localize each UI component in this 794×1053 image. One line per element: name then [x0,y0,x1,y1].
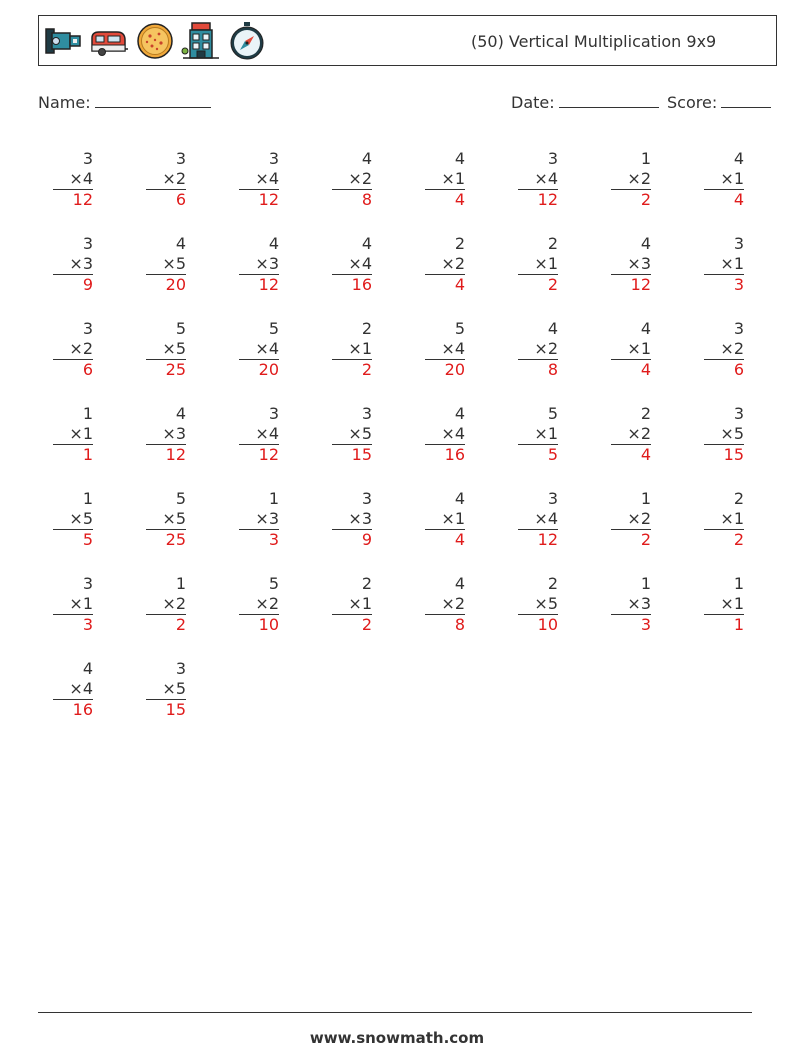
multiplier: ×1 [534,254,558,273]
multiplier: ×5 [162,254,186,273]
multiplicand: 4 [361,234,372,253]
page-title: (50) Vertical Multiplication 9x9 [471,32,717,51]
problem [425,149,465,210]
answer: 20 [239,359,279,380]
multiplicand: 1 [268,489,279,508]
problem [53,489,93,550]
footer-divider [38,1012,752,1013]
multiplier: ×1 [720,254,744,273]
problem [146,574,186,635]
answer: 2 [332,359,372,380]
answer: 20 [425,359,465,380]
answer: 3 [611,614,651,635]
problem [53,404,93,465]
answer: 6 [704,359,744,380]
problem [518,234,558,295]
answer: 16 [332,274,372,295]
problem [239,489,279,550]
answer: 12 [239,274,279,295]
problem [518,489,558,550]
problem [146,234,186,295]
multiplier: ×1 [534,424,558,443]
answer: 15 [146,699,186,720]
multiplier: ×3 [255,254,279,273]
multiplier: ×1 [441,509,465,528]
multiplier: ×3 [627,254,651,273]
answer: 5 [53,529,93,550]
multiplicand: 4 [454,489,465,508]
compass-icon [227,21,267,61]
multiplicand: 3 [82,319,93,338]
multiplicand: 3 [361,404,372,423]
multiplicand: 4 [361,149,372,168]
problem [332,319,372,380]
multiplicand: 3 [175,149,186,168]
multiplicand: 3 [733,319,744,338]
answer: 9 [53,274,93,295]
problem [53,574,93,635]
multiplier: ×2 [162,594,186,613]
multiplier: ×2 [162,169,186,188]
multiplicand: 4 [82,659,93,678]
multiplicand: 3 [361,489,372,508]
problem [425,574,465,635]
score-field [667,93,771,112]
problem [146,659,186,720]
answer: 16 [425,444,465,465]
multiplier: ×2 [441,254,465,273]
multiplier: ×1 [69,594,93,613]
answer: 10 [239,614,279,635]
multiplicand: 2 [361,574,372,593]
multiplicand: 3 [268,149,279,168]
multiplier: ×1 [348,594,372,613]
multiplier: ×4 [441,339,465,358]
multiplicand: 4 [640,234,651,253]
multiplicand: 5 [547,404,558,423]
multiplicand: 5 [175,489,186,508]
problem [611,489,651,550]
answer: 2 [704,529,744,550]
multiplicand: 3 [82,149,93,168]
answer: 10 [518,614,558,635]
multiplier: ×3 [348,509,372,528]
answer: 20 [146,274,186,295]
problem [518,149,558,210]
problem [704,234,744,295]
problem [611,319,651,380]
multiplier: ×2 [255,594,279,613]
multiplier: ×5 [69,509,93,528]
answer: 3 [239,529,279,550]
multiplier: ×2 [69,339,93,358]
problem [332,574,372,635]
answer: 9 [332,529,372,550]
date-line[interactable] [559,93,659,108]
camper-trailer-icon [89,21,129,61]
multiplier: ×4 [534,509,558,528]
multiplicand: 1 [82,489,93,508]
multiplicand: 1 [733,574,744,593]
multiplier: ×1 [69,424,93,443]
multiplicand: 4 [454,149,465,168]
multiplier: ×4 [69,679,93,698]
multiplicand: 4 [640,319,651,338]
answer: 1 [704,614,744,635]
multiplier: ×4 [534,169,558,188]
problem [146,149,186,210]
multiplicand: 2 [733,489,744,508]
multiplicand: 1 [175,574,186,593]
multiplier: ×1 [720,594,744,613]
building-icon [181,21,221,61]
answer: 25 [146,359,186,380]
multiplicand: 2 [640,404,651,423]
multiplicand: 1 [640,149,651,168]
problem [518,574,558,635]
problem [239,574,279,635]
answer: 2 [146,614,186,635]
answer: 4 [425,529,465,550]
multiplier: ×5 [720,424,744,443]
answer: 8 [332,189,372,210]
multiplicand: 2 [361,319,372,338]
problem [425,404,465,465]
multiplier: ×2 [627,169,651,188]
score-label: Score: [667,93,718,112]
header-icons [43,21,267,61]
multiplier: ×3 [627,594,651,613]
name-line[interactable] [95,93,211,108]
multiplier: ×4 [441,424,465,443]
problem [611,149,651,210]
multiplicand: 3 [547,489,558,508]
answer: 4 [425,189,465,210]
multiplicand: 4 [733,149,744,168]
multiplier: ×2 [627,424,651,443]
header-box [38,15,777,66]
multiplier: ×4 [255,169,279,188]
answer: 12 [146,444,186,465]
camcorder-icon [43,21,83,61]
multiplier: ×2 [534,339,558,358]
problem [704,319,744,380]
multiplier: ×5 [162,339,186,358]
answer: 2 [518,274,558,295]
multiplier: ×4 [348,254,372,273]
multiplier: ×4 [255,339,279,358]
answer: 3 [704,274,744,295]
answer: 4 [611,359,651,380]
problem [239,149,279,210]
answer: 4 [425,274,465,295]
answer: 4 [704,189,744,210]
multiplier: ×4 [69,169,93,188]
problem [704,489,744,550]
answer: 12 [518,189,558,210]
multiplier: ×2 [627,509,651,528]
multiplicand: 5 [268,574,279,593]
multiplicand: 3 [733,404,744,423]
multiplier: ×2 [720,339,744,358]
multiplicand: 1 [640,489,651,508]
answer: 4 [611,444,651,465]
date-label: Date: [511,93,555,112]
problem [53,234,93,295]
multiplier: ×1 [720,169,744,188]
problem [518,404,558,465]
problem [239,234,279,295]
multiplier: ×4 [255,424,279,443]
multiplier: ×3 [162,424,186,443]
score-line[interactable] [721,93,771,108]
multiplier: ×5 [534,594,558,613]
multiplicand: 5 [175,319,186,338]
multiplicand: 4 [547,319,558,338]
multiplier: ×3 [69,254,93,273]
problem [611,404,651,465]
multiplier: ×5 [348,424,372,443]
multiplicand: 3 [82,574,93,593]
problem [704,404,744,465]
problem [425,489,465,550]
problem [239,319,279,380]
multiplier: ×3 [255,509,279,528]
multiplicand: 2 [547,234,558,253]
problem [239,404,279,465]
multiplicand: 1 [82,404,93,423]
multiplicand: 4 [454,404,465,423]
multiplicand: 3 [733,234,744,253]
problem [146,404,186,465]
multiplier: ×1 [627,339,651,358]
multiplicand: 4 [454,574,465,593]
multiplier: ×1 [348,339,372,358]
problem [146,489,186,550]
problem [332,489,372,550]
name-label: Name: [38,93,91,112]
multiplicand: 4 [175,234,186,253]
pizza-icon [135,21,175,61]
answer: 12 [239,189,279,210]
answer: 12 [611,274,651,295]
name-field [38,93,211,112]
problem [704,149,744,210]
answer: 6 [53,359,93,380]
multiplier: ×2 [441,594,465,613]
problem [332,404,372,465]
problem [611,234,651,295]
multiplicand: 5 [268,319,279,338]
multiplicand: 2 [454,234,465,253]
multiplier: ×1 [441,169,465,188]
answer: 2 [611,189,651,210]
answer: 2 [611,529,651,550]
multiplier: ×5 [162,679,186,698]
problem [146,319,186,380]
multiplier: ×2 [348,169,372,188]
answer: 8 [425,614,465,635]
multiplicand: 1 [640,574,651,593]
multiplicand: 3 [268,404,279,423]
problem [611,574,651,635]
answer: 8 [518,359,558,380]
problem [332,149,372,210]
answer: 3 [53,614,93,635]
problem [53,659,93,720]
answer: 15 [332,444,372,465]
answer: 25 [146,529,186,550]
problem [53,149,93,210]
answer: 16 [53,699,93,720]
answer: 5 [518,444,558,465]
multiplicand: 4 [268,234,279,253]
multiplicand: 3 [175,659,186,678]
answer: 1 [53,444,93,465]
multiplicand: 3 [547,149,558,168]
multiplicand: 2 [547,574,558,593]
problem [425,234,465,295]
answer: 12 [518,529,558,550]
multiplier: ×1 [720,509,744,528]
date-field [511,93,659,112]
multiplicand: 4 [175,404,186,423]
answer: 6 [146,189,186,210]
problem [518,319,558,380]
answer: 12 [239,444,279,465]
answer: 2 [332,614,372,635]
footer-site: www.snowmath.com [309,1029,485,1047]
multiplicand: 5 [454,319,465,338]
answer: 12 [53,189,93,210]
problem [704,574,744,635]
problem [425,319,465,380]
problem [332,234,372,295]
multiplicand: 3 [82,234,93,253]
problem [53,319,93,380]
multiplier: ×5 [162,509,186,528]
answer: 15 [704,444,744,465]
